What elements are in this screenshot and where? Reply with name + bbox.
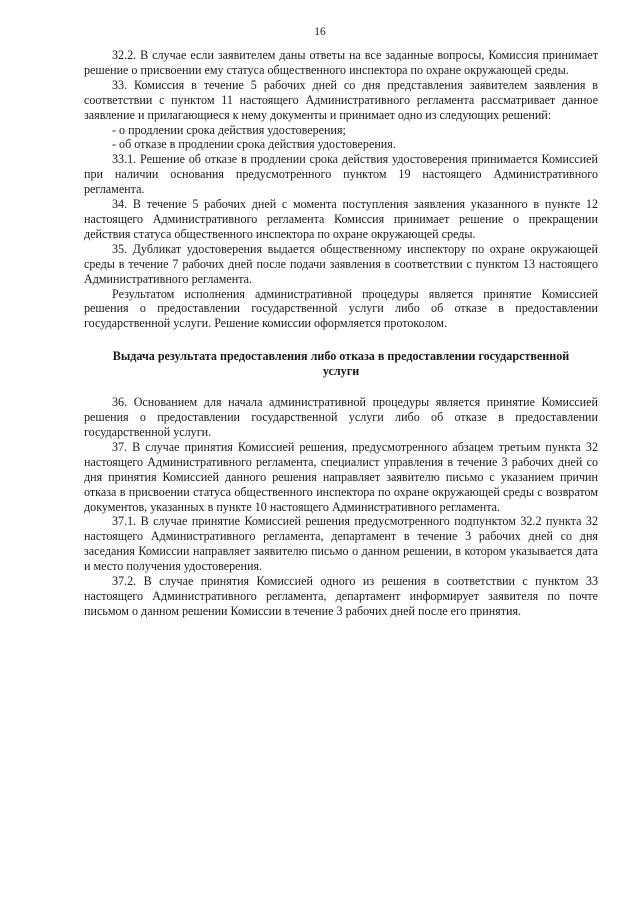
section-heading: Выдача результата предоставления либо отказа в предоставлении государственной услуги [112,349,570,379]
paragraph-32-2: 32.2. В случае если заявителем даны ответы на все заданные вопросы, Комиссия принимает решение о присвоении ему статуса общественного инспектора по охране окружающей среды. [84,48,598,77]
page-number: 16 [314,26,326,38]
paragraph-37-1: 37.1. В случае принятие Комиссией решения предусмотренного подпунктом 32.2 пункта 32 настоящего Административного регламента, департамент в течение 3 рабочих дней со дня заседания Комиссии направляет заявителю письмо о данном решении, в котором указывается дата и место получения удостоверения. [84,514,598,574]
paragraph-37: 37. В случае принятия Комиссией решения, предусмотренного абзацем третьим пункта 32 настоящего Административного регламента, специалист управления в течение 3 рабочих дней со дня принятия Комиссией данного решения направляет заявителю письмо с указанием причин отказа в присвоении статуса общественного инспектора по охране окружающей среды с возвратом документов, указанных в пункте 10 настоящего Административного регламента. [84,439,598,514]
paragraph-36: 36. Основанием для начала административной процедуры является принятие Комиссией решения о предоставлении государственной услуги либо об отказе в предоставлении государственной услуги. [84,395,598,440]
document-body [84,48,598,619]
paragraph-33: 33. Комиссия в течение 5 рабочих дней со дня представления заявителем заявления в соответствии с пунктом 11 настоящего Административного регламента рассматривает данное заявление и прилагающиеся к нему документы и принимает одно из следующих решений: [84,77,598,122]
paragraph-33-1: 33.1. Решение об отказе в продлении срока действия удостоверения принимается Комиссией при наличии основания предусмотренного пунктом 19 настоящего Административного регламента. [84,152,598,197]
paragraph-result: Результатом исполнения административной процедуры является принятие Комиссией решения о предоставлении государственной услуги либо об отказе в предоставлении государственной услуги. Решение комиссии оформляется протоколом. [84,286,598,331]
paragraph-35: 35. Дубликат удостоверения выдается общественному инспектору по охране окружающей среды в течение 7 рабочих дней после подачи заявления в соответствии с пунктом 13 настоящего Административного регламента. [84,241,598,286]
paragraph-37-2: 37.2. В случае принятия Комиссией одного из решения в соответствии с пунктом 33 настоящего Административного регламента, департамент информирует заявителя по почте письмом о данном решении Комиссии в течение 3 рабочих дней после его принятия. [84,574,598,618]
list-item-prolong: - о продлении срока действия удостоверения; [112,122,346,137]
paragraph-34: 34. В течение 5 рабочих дней с момента поступления заявления указанного в пункте 12 настоящего Административного регламента Комиссия принимает решение о прекращении действия статуса общественного инспектора по охране окружающей среды. [84,197,598,241]
list-item-refuse-prolong: - об отказе в продлении срока действия удостоверения. [112,137,396,152]
